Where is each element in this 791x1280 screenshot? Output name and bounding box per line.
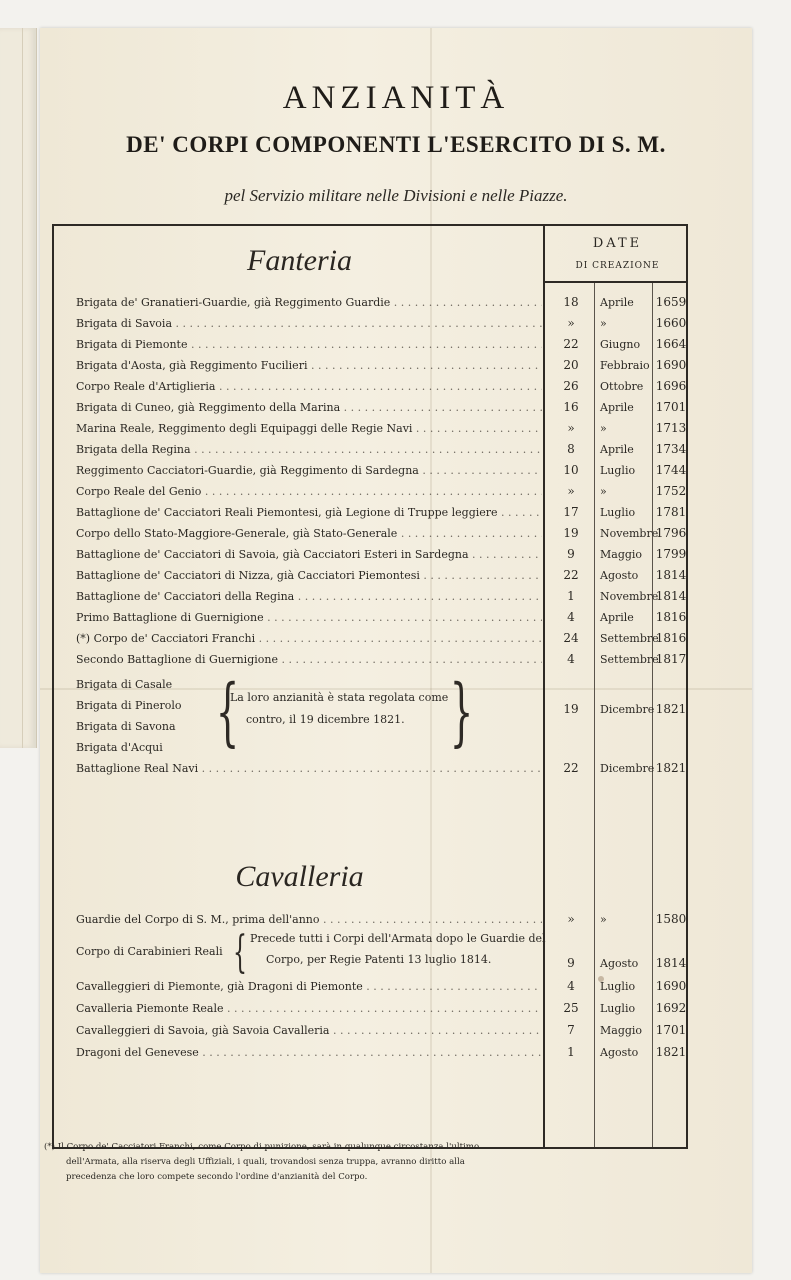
table-row (54, 439, 688, 460)
creation-month: Dicembre (600, 703, 655, 716)
creation-day: » (567, 421, 575, 435)
corps-name: Dragoni del Genevese . . . (76, 1042, 542, 1063)
corps-name: Brigata de' Granatieri-Guardie, già Reggimento Guardie . . . (76, 292, 542, 313)
creation-year: 1701 (655, 1023, 687, 1037)
creation-day: 16 (563, 400, 579, 414)
creation-day: 10 (563, 463, 579, 477)
creation-day: 22 (563, 337, 579, 351)
creation-day: 4 (567, 652, 575, 666)
table-row (54, 292, 688, 313)
table-row (54, 628, 688, 649)
creation-month: Agosto (600, 957, 639, 970)
creation-year: 1816 (655, 631, 687, 645)
creation-year: 1664 (655, 337, 687, 351)
brigate-note-line2: contro, il 19 dicembre 1821. (246, 713, 405, 726)
corps-name: Marina Reale, Reggimento degli Equipaggi delle Regie Navi . . . (76, 418, 542, 439)
table-row (54, 1042, 688, 1063)
creation-year: 1690 (655, 979, 687, 993)
creation-year: 1752 (655, 484, 687, 498)
creation-year: 1821 (655, 1045, 687, 1059)
creation-month: » (600, 913, 607, 926)
creation-month: Dicembre (600, 762, 655, 775)
footnote-line1: (*) Il Corpo de' Cacciatori Franchi, come Corpo di punizione, sarà in qualunque circostanza l'ultimo (44, 1142, 480, 1152)
corps-name: Primo Battaglione di Guernigione . . . (76, 607, 542, 628)
corps-name: Corpo Reale del Genio . . . (76, 481, 542, 502)
table-row (54, 758, 688, 779)
creation-month: » (600, 422, 607, 435)
carabinieri-note-line2: Corpo, per Regie Patenti 13 luglio 1814. (266, 953, 492, 966)
creation-day: 26 (563, 379, 579, 393)
corps-name: Battaglione de' Cacciatori della Regina . . . (76, 586, 542, 607)
table-row (54, 586, 688, 607)
creation-year: 1580 (655, 912, 687, 926)
corps-name: Corpo Reale d'Artiglieria . . . (76, 376, 542, 397)
carabinieri-date-row (54, 953, 688, 974)
footnote-line3: precedenza che loro compete secondo l'ordine d'anzianità del Corpo. (66, 1172, 368, 1182)
carabinieri-note-line1: Precede tutti i Corpi dell'Armata dopo le Guardie del (250, 932, 546, 945)
header-creation: DI CREAZIONE (575, 261, 660, 271)
corps-name: Corpo dello Stato-Maggiore-Generale, già Stato-Generale . . . (76, 523, 542, 544)
corps-name: Brigata di Pinerolo (76, 699, 182, 712)
corps-name: Brigata d'Acqui (76, 741, 163, 754)
creation-year: 1814 (655, 568, 687, 582)
creation-month: Settembre (600, 653, 659, 666)
creation-year: 1816 (655, 610, 687, 624)
table-row (54, 460, 688, 481)
document-subtitle-script: pel Servizio militare nelle Divisioni e nelle Piazze. (224, 186, 568, 205)
creation-day: 25 (563, 1001, 579, 1015)
brace-left: { (233, 927, 247, 978)
creation-year: 1817 (655, 652, 687, 666)
creation-day: 22 (563, 761, 579, 775)
creation-day: 4 (567, 610, 575, 624)
table-row (54, 376, 688, 397)
table-row (54, 976, 688, 997)
corps-name: Brigata della Regina . . . (76, 439, 542, 460)
creation-year: 1692 (655, 1001, 687, 1015)
header-rule (545, 281, 686, 283)
creation-day: 1 (567, 589, 575, 603)
corps-name: Battaglione de' Cacciatori Reali Piemontesi, già Legione di Truppe leggiere . . . (76, 502, 542, 523)
brigate-note-line1: La loro anzianità è stata regolata come (230, 691, 449, 704)
corps-name: Brigata di Casale (76, 678, 173, 691)
corps-name: Brigata di Piemonte . . . (76, 334, 542, 355)
seniority-table (52, 224, 688, 1149)
creation-year: 1701 (655, 400, 687, 414)
creation-year: 1799 (655, 547, 687, 561)
corps-name: (*) Corpo de' Cacciatori Franchi . . . (76, 628, 542, 649)
table-row (54, 481, 688, 502)
creation-day: 4 (567, 979, 575, 993)
creation-month: Giugno (600, 338, 641, 351)
brigate-date-row (54, 699, 688, 720)
back-sheet-edge (0, 28, 37, 748)
section-title-cavalleria: Cavalleria (235, 860, 364, 893)
corps-name: Brigata di Savona (76, 720, 176, 733)
table-row (54, 397, 688, 418)
corps-name: Battaglione de' Cacciatori di Savoia, già Cacciatori Esteri in Sardegna . . . (76, 544, 542, 565)
creation-year: 1821 (655, 702, 687, 716)
creation-month: Ottobre (600, 380, 644, 393)
corps-name: Battaglione Real Navi . . . (76, 758, 542, 779)
table-row (54, 737, 688, 758)
creation-day: 22 (563, 568, 579, 582)
corps-name: Brigata di Savoia . . . (76, 313, 542, 334)
footnote (44, 1140, 684, 1185)
brace-right: } (449, 669, 474, 755)
creation-month: Settembre (600, 632, 659, 645)
creation-day: » (567, 912, 575, 926)
table-row (54, 544, 688, 565)
creation-month: Aprile (600, 443, 634, 456)
creation-month: Febbraio (600, 359, 650, 372)
ink-spot (598, 976, 604, 982)
brace-left: { (215, 669, 240, 755)
creation-month: Luglio (600, 464, 636, 477)
creation-day: 20 (563, 358, 579, 372)
creation-month: Luglio (600, 980, 636, 993)
creation-day: » (567, 484, 575, 498)
corps-name: Brigata d'Aosta, già Reggimento Fucilieri . . . (76, 355, 542, 376)
table-row (54, 1020, 688, 1041)
creation-year: 1660 (655, 316, 687, 330)
footnote-line2: dell'Armata, alla riserva degli Uffiziali, i quali, trovandosi senza truppa, avranno diritto alla (66, 1157, 465, 1167)
creation-year: 1690 (655, 358, 687, 372)
table-row (54, 607, 688, 628)
creation-day: 24 (563, 631, 579, 645)
corps-name: Cavalleria Piemonte Reale . . . (76, 998, 542, 1019)
corps-name: Guardie del Corpo di S. M., prima dell'anno . . . (76, 909, 542, 930)
header-date: DATE (592, 236, 643, 251)
corps-name: Cavalleggieri di Piemonte, già Dragoni di Piemonte . . . (76, 976, 542, 997)
corps-name: Cavalleggieri di Savoia, già Savoia Cavalleria . . . (76, 1020, 542, 1041)
creation-month: Agosto (600, 569, 639, 582)
document-sheet (40, 28, 752, 1273)
table-row (54, 355, 688, 376)
corps-name: Secondo Battaglione di Guernigione . . . (76, 649, 542, 670)
creation-month: Luglio (600, 506, 636, 519)
creation-day: 17 (563, 505, 579, 519)
table-row (54, 334, 688, 355)
creation-month: Aprile (600, 401, 634, 414)
creation-month: » (600, 317, 607, 330)
creation-year: 1734 (655, 442, 687, 456)
creation-day: 9 (567, 547, 575, 561)
creation-day: 8 (567, 442, 575, 456)
table-row (54, 909, 688, 930)
creation-month: Maggio (600, 548, 643, 561)
creation-day: 7 (567, 1023, 575, 1037)
section-title-fanteria: Fanteria (247, 244, 352, 277)
creation-year: 1796 (655, 526, 687, 540)
document-title: ANZIANITÀ (282, 80, 510, 116)
table-row (54, 313, 688, 334)
creation-month: Novembre (600, 590, 659, 603)
table-row (54, 523, 688, 544)
creation-month: Aprile (600, 611, 634, 624)
creation-year: 1744 (655, 463, 687, 477)
creation-month: Luglio (600, 1002, 636, 1015)
creation-day: 9 (567, 956, 575, 970)
creation-year: 1781 (655, 505, 687, 519)
creation-month: Agosto (600, 1046, 639, 1059)
creation-day: 18 (563, 295, 579, 309)
creation-day: 19 (563, 526, 579, 540)
creation-day: » (567, 316, 575, 330)
document-subtitle: DE' CORPI COMPONENTI L'ESERCITO DI S. M. (126, 132, 666, 157)
creation-day: 1 (567, 1045, 575, 1059)
table-row (54, 565, 688, 586)
creation-month: Novembre (600, 527, 659, 540)
corps-name: Corpo di Carabinieri Reali (76, 945, 223, 958)
table-row (54, 418, 688, 439)
corps-name: Reggimento Cacciatori-Guardie, già Reggimento di Sardegna . . . (76, 460, 542, 481)
corps-name: Battaglione de' Cacciatori di Nizza, già Cacciatori Piemontesi . . . (76, 565, 542, 586)
corps-name: Brigata di Cuneo, già Reggimento della Marina . . . (76, 397, 542, 418)
creation-year: 1814 (655, 589, 687, 603)
creation-year: 1659 (655, 295, 687, 309)
creation-year: 1713 (655, 421, 687, 435)
table-row (54, 998, 688, 1019)
table-row (54, 502, 688, 523)
creation-year: 1696 (655, 379, 687, 393)
table-row (54, 649, 688, 670)
creation-day: 19 (563, 702, 579, 716)
creation-year: 1821 (655, 761, 687, 775)
creation-month: Aprile (600, 296, 634, 309)
creation-month: » (600, 485, 607, 498)
creation-year: 1814 (655, 956, 687, 970)
creation-month: Maggio (600, 1024, 643, 1037)
